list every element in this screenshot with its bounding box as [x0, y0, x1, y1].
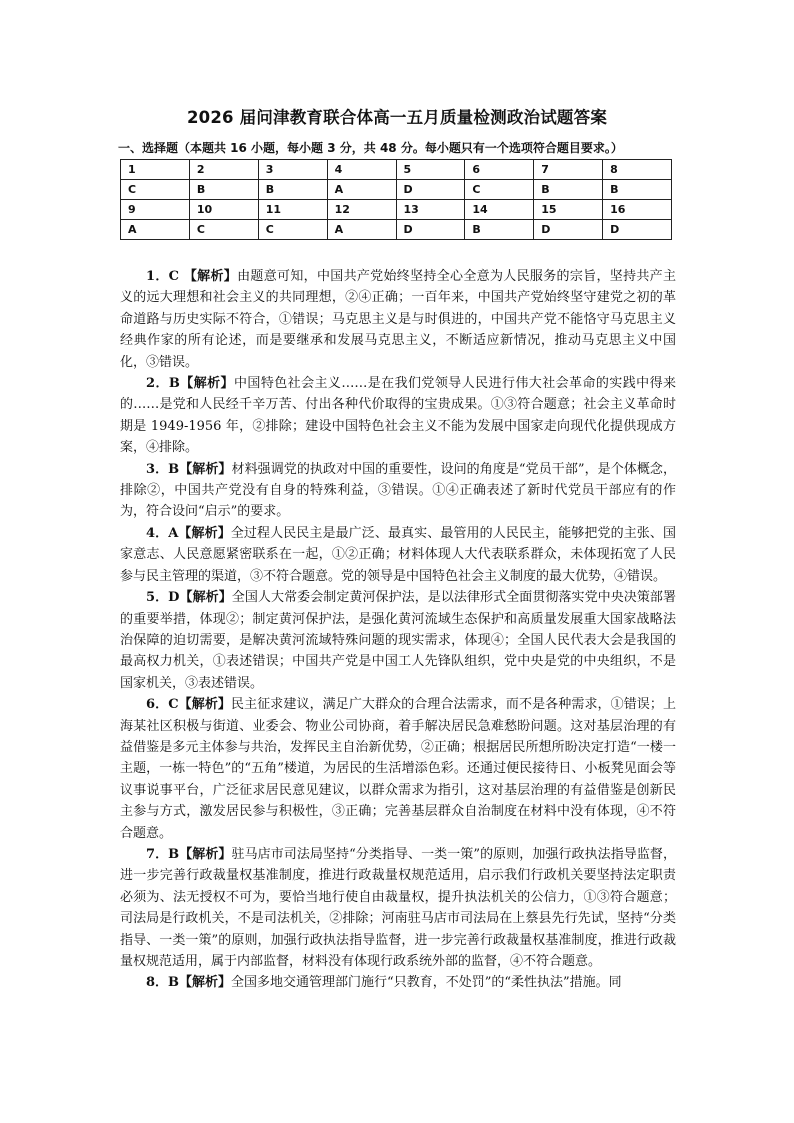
question-number-cell: 7: [534, 160, 603, 180]
answer-cell: B: [534, 180, 603, 200]
question-number-cell: 10: [189, 200, 258, 220]
question-number-cell: 16: [603, 200, 672, 220]
answer-cell: D: [603, 220, 672, 240]
explanation-paragraph: [120, 587, 676, 694]
explanation-paragraph: [120, 972, 676, 993]
question-number-cell: 3: [258, 160, 327, 180]
table-row: [121, 200, 672, 220]
question-number-cell: 6: [465, 160, 534, 180]
explanation-text: 全国多地交通管理部门施行“只教育，不处罚”的“柔性执法”措施。同: [231, 975, 622, 991]
question-number-cell: 14: [465, 200, 534, 220]
explanation-text: 材料强调党的执政对中国的重要性，设问的角度是“党员干部”，是个体概念，排除②，中国共产党没有自身的特殊利益，③错误。①④正确表述了新时代党员干部应有的作为，符合设问“启示”的要求。: [120, 461, 676, 520]
explanation-heading: 4．A【解析】: [146, 525, 231, 541]
explanation-paragraph: [120, 266, 676, 373]
answer-cell: B: [465, 220, 534, 240]
explanation-heading: 5．D【解析】: [146, 590, 232, 606]
section-heading: 一、选择题（本题共 16 小题，每小题 3 分，共 48 分。每小题只有一个选项符合题目要求。）: [118, 141, 623, 155]
explanation-text: 民主征求建议，满足广大群众的合理合法需求，而不是各种需求，①错误；上海某社区积极与街道、业委会、物业公司协商，着手解决居民急难愁盼问题。这对基层治理的有益借鉴是多元主体参与共治，发挥民主自治新优势，②正确；根据居民所想所盼决定打造“一楼一主题，一栋一特色”的“五角”楼道，为居民的生活增添色彩。还通过便民接待日、小板凳见面会等议事说事平台，广泛征求居民意见建议，以群众需求为指引，这对基层治理的有益借鉴是创新民主参与方式，激发居民参与积极性，③正确；完善基层群众自治制度在材料中没有体现，④不符合题意。: [120, 697, 676, 841]
explanation-paragraph: [120, 459, 676, 523]
explanation-text: 中国特色社会主义……是在我们党领导人民进行伟大社会革命的实践中得来的……是党和人民经千辛万苦、付出各种代价取得的宝贵成果。①③符合题意；社会主义革命时期是 1949-1956 年，②排除；建设中国特色社会主义不能为发展中国家走向现代化提供现成方案，④排除。: [120, 376, 676, 456]
question-number-cell: 5: [396, 160, 465, 180]
question-number-cell: 13: [396, 200, 465, 220]
answer-cell: A: [121, 220, 190, 240]
table-row: [121, 180, 672, 200]
explanation-heading: 8．B【解析】: [146, 975, 232, 991]
question-number-cell: 12: [327, 200, 396, 220]
answer-cell: B: [258, 180, 327, 200]
answer-table: [120, 159, 672, 240]
explanations-section: [120, 266, 676, 994]
explanation-heading: 6．C【解析】: [146, 697, 232, 713]
answer-cell: C: [258, 220, 327, 240]
explanation-paragraph: [120, 373, 676, 459]
explanation-text: 全过程人民民主是最广泛、最真实、最管用的人民民主，能够把党的主张、国家意志、人民意愿紧密联系在一起，①②正确；材料体现人大代表联系群众，未体现拓宽了人民参与民主管理的渠道，③不符合题意。党的领导是中国特色社会主义制度的最大优势，④错误。: [120, 525, 676, 584]
explanation-paragraph: [120, 694, 676, 844]
answer-cell: C: [189, 220, 258, 240]
table-row: [121, 160, 672, 180]
explanation-text: 由题意可知，中国共产党始终坚持全心全意为人民服务的宗旨，坚持共产主义的远大理想和社会主义的共同理想，②④正确；一百年来，中国共产党始终坚守建党之初的革命道路与历史实际不符合，①错误；马克思主义是与时俱进的，中国共产党不能恪守马克思主义经典作家的所有论述，而是要继承和发展马克思主义，不断适应新情况，推动马克思主义中国化，③错误。: [120, 269, 676, 370]
answer-cell: A: [327, 220, 396, 240]
question-number-cell: 8: [603, 160, 672, 180]
answer-cell: C: [121, 180, 190, 200]
answer-cell: D: [396, 180, 465, 200]
explanation-text: 全国人大常委会制定黄河保护法，是以法律形式全面贯彻落实党中央决策部署的重要举措，体现②；制定黄河保护法，是强化黄河流域生态保护和高质量发展重大国家战略法治保障的迫切需要，是解决黄河流域特殊问题的现实需求，体现④；全国人民代表大会是我国的最高权力机关，①表述错误；中国共产党是中国工人先锋队组织，党中央是党的中央组织，不是国家机关，③表述错误。: [120, 590, 676, 691]
answer-cell: A: [327, 180, 396, 200]
answer-cell: D: [396, 220, 465, 240]
answer-cell: C: [465, 180, 534, 200]
question-number-cell: 15: [534, 200, 603, 220]
table-row: [121, 220, 672, 240]
explanation-paragraph: [120, 523, 676, 587]
question-number-cell: 1: [121, 160, 190, 180]
answer-cell: B: [603, 180, 672, 200]
answer-cell: D: [534, 220, 603, 240]
question-number-cell: 2: [189, 160, 258, 180]
question-number-cell: 9: [121, 200, 190, 220]
question-number-cell: 4: [327, 160, 396, 180]
explanation-heading: 2．B【解析】: [146, 376, 234, 392]
answer-cell: B: [189, 180, 258, 200]
explanation-paragraph: [120, 844, 676, 972]
document-title: 2026 届问津教育联合体高一五月质量检测政治试题答案: [186, 108, 608, 127]
question-number-cell: 11: [258, 200, 327, 220]
explanation-text: 驻马店市司法局坚持“分类指导、一类一策”的原则，加强行政执法指导监督，进一步完善行政裁量权基准制度，推进行政裁量权规范适用，启示我们行政机关要坚持法定职责必须为、法无授权不可为，要恰当地行使自由裁量权，提升执法机关的公信力，①③符合题意；司法局是行政机关，不是司法机关，②排除；河南驻马店市司法局在上蔡县先行先试，坚持“分类指导、一类一策”的原则，加强行政执法指导监督，进一步完善行政裁量权基准制度，推进行政裁量权规范适用，属于内部监督，材料没有体现行政系统外部的监督，④不符合题意。: [120, 846, 676, 969]
explanation-heading: 7．B【解析】: [146, 846, 232, 862]
explanation-heading: 1．C 【解析】: [146, 269, 238, 284]
explanation-heading: 3．B【解析】: [146, 461, 232, 477]
